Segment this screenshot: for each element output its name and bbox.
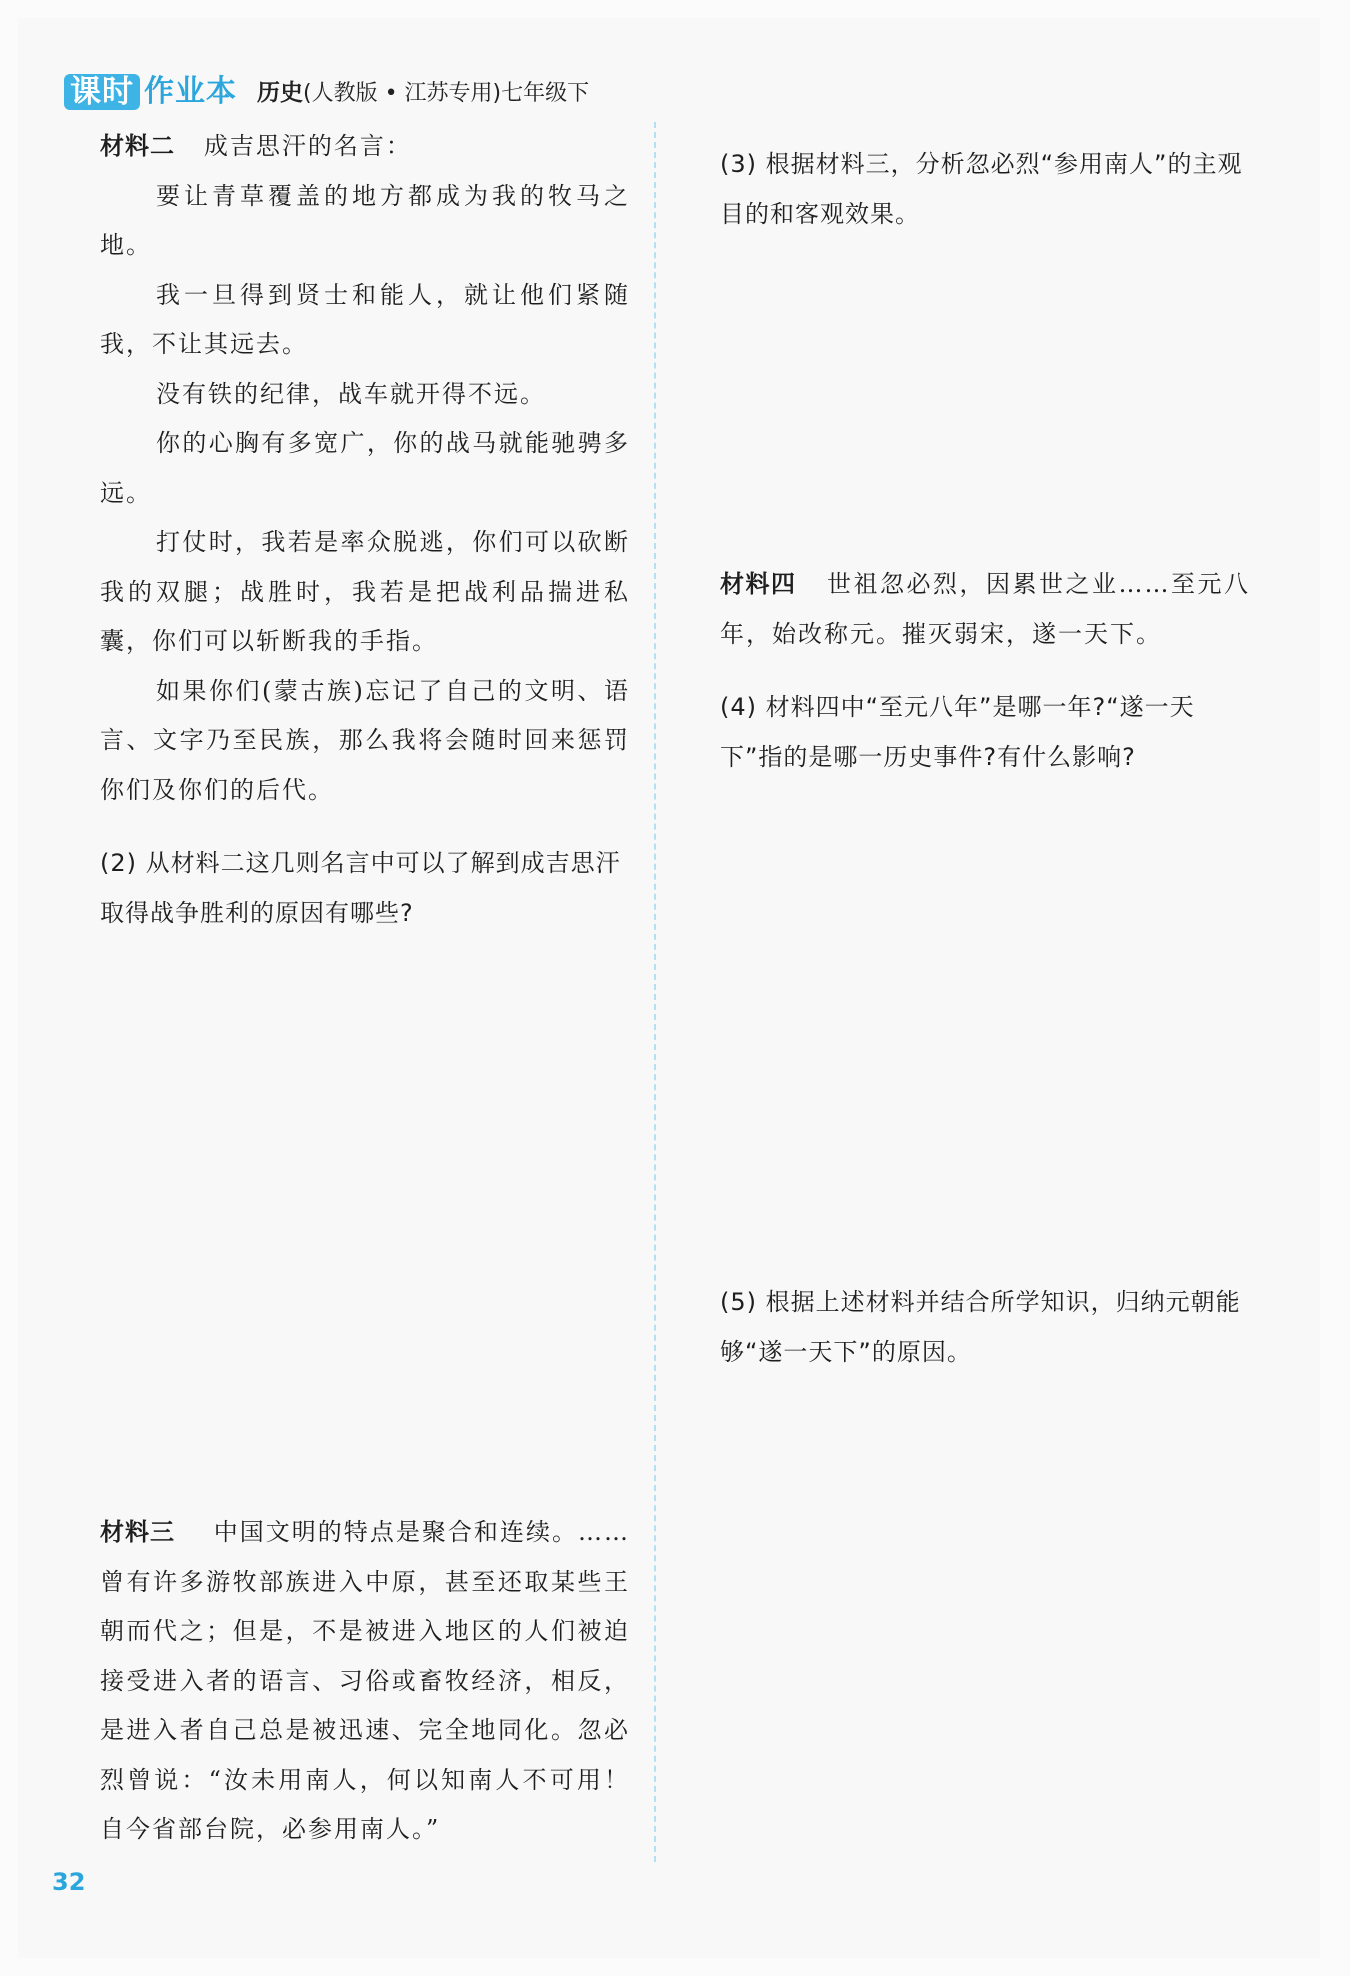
question-5: (5) 根据上述材料并结合所学知识，归纳元朝能够“遂一天下”的原因。 <box>720 1288 1241 1366</box>
material-three-text: 中国文明的特点是聚合和连续。……曾有许多游牧部族进入中原，甚至还取某些王朝而代之；但是，不是被进入地区的人们被迫接受进入者的语言、习俗或畜牧经济，相反，是进入者自己总是被迅速、完全地同化。忽必烈曾说：“汝未用南人，何以知南人不可用！自今省部台院，必参用南人。” <box>100 1518 631 1843</box>
material-four-text: 世祖忽必烈，因累世之业……至元八年，始改称元。摧灭弱宋，遂一天下。 <box>720 570 1251 648</box>
subject-name: 历史 <box>257 80 303 106</box>
logo-mark: 课时 <box>64 74 140 110</box>
material-three-paragraph <box>100 1508 630 1855</box>
material-label: 材料四 <box>720 570 797 598</box>
quote-paragraph: 打仗时，我若是率众脱逃，你们可以砍断我的双腿；战胜时，我若是把战利品揣进私囊，你们可以斩断我的手指。 <box>100 528 630 655</box>
quote-paragraph: 没有铁的纪律，战车就开得不远。 <box>156 379 546 408</box>
quote-paragraph: 如果你们(蒙古族)忘记了自己的文明、语言、文字乃至民族，那么我将会随时回来惩罚你们及你们的后代。 <box>100 676 630 804</box>
column-divider <box>654 122 656 1862</box>
material-two-heading <box>100 122 630 172</box>
quote-paragraph: 要让青草覆盖的地方都成为我的牧马之地。 <box>100 181 630 259</box>
material-four-paragraph <box>720 560 1250 659</box>
page-header <box>64 70 589 110</box>
series-logo <box>64 74 237 110</box>
subject-line <box>257 77 589 110</box>
material-four-block <box>720 560 1250 806</box>
question-2: (2) 从材料二这几则名言中可以了解到成吉思汗取得战争胜利的原因有哪些? <box>100 849 621 927</box>
logo-text: 作业本 <box>144 74 237 109</box>
question-4: (4) 材料四中“至元八年”是哪一年?“遂一天下”指的是哪一历史事件?有什么影响? <box>720 693 1195 771</box>
quote-paragraph: 我一旦得到贤士和能人，就让他们紧随我，不让其远去。 <box>100 280 630 358</box>
material-label: 材料二 <box>100 132 175 160</box>
material-intro: 成吉思汗的名言： <box>203 132 412 160</box>
question-3: (3) 根据材料三，分析忽必烈“参用南人”的主观目的和客观效果。 <box>720 150 1243 228</box>
material-three-block <box>100 1508 630 1855</box>
material-label: 材料三 <box>100 1518 176 1546</box>
page-number: 32 <box>52 1868 86 1896</box>
question-5-block <box>720 1254 1250 1401</box>
question-3-block <box>720 116 1250 263</box>
quote-paragraph: 你的心胸有多宽广，你的战马就能驰骋多远。 <box>100 429 630 507</box>
material-two-block <box>100 122 630 962</box>
edition-info: (人教版 • 江苏专用)七年级下 <box>303 81 590 106</box>
